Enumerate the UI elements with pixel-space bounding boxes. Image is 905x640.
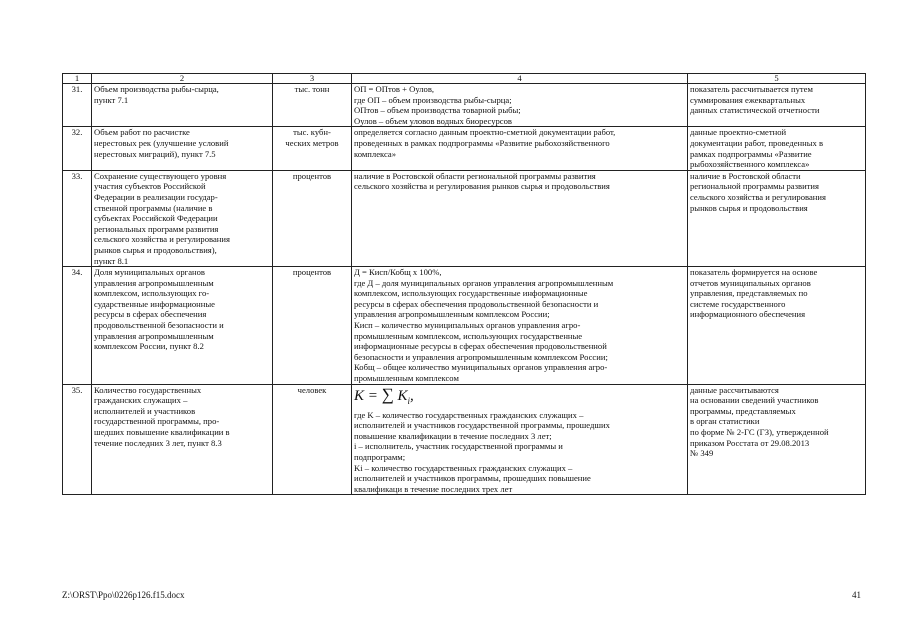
formula-equals: = [367,387,378,404]
data-source-line: на основании сведений участников [690,395,819,406]
indicator-name-line: продовольственной безопасности и [94,320,224,331]
indicator-name-line: рынков сырья и продовольствия), [94,244,217,255]
unit-of-measure-cell [273,127,352,170]
calculation-method-line: ОП = ОПтов + Оулов, [354,84,435,94]
calculation-method-line: Кисп – количество муниципальных органов управления агро- [354,320,581,331]
unit-of-measure-line: процентов [292,267,332,278]
indicator-name-line: шедших повышение квалификации в [94,427,230,437]
formula-term: K [397,387,408,404]
formula-subscript: i [407,395,411,406]
indicator-name-line: ресурсы в сферах обеспечения [94,309,207,320]
calculation-method-line: i – исполнитель, участник государственной программы и [354,441,563,452]
sum-symbol: ∑ [381,384,394,404]
calculation-method-line: безопасности и управления агропромышленным комплексом России; [354,351,608,362]
indicator-name-line: гражданских служащих – [94,395,188,406]
data-source-cell [688,84,866,127]
calculation-method-line: Кобщ – общее количество муниципальных органов управления агро- [354,362,608,373]
indicator-name-line: управления агропромышленным [94,330,214,341]
indicator-name-cell [92,84,273,127]
indicator-name-line: сударственные информационные [94,298,215,309]
indicator-name-line: пункт 7.1 [94,94,129,105]
indicator-name-cell [92,384,273,495]
row-number-cell: 32. [63,127,92,170]
row-number-cell: 33. [63,170,92,266]
calculation-method-line: определяется согласно данным проектно-сметной документации работ, [354,127,616,138]
formula-tail: , [410,387,414,404]
calculation-method-cell [352,84,688,127]
data-source-line: наличие в Ростовской области [690,170,801,181]
calculation-method-line: подпрограмм; [354,452,406,462]
calculation-method-line: повышение квалификации в течение последних 3 лет; [354,430,552,441]
calculation-method-line: управления агропромышленным комплексом России; [354,309,550,320]
calculation-method-line: где Д – доля муниципальных органов управления агропромышленным [354,277,614,288]
calculation-method-line: промышленным комплексом, использующих государственные [354,330,583,341]
indicator-name-cell [92,170,273,266]
indicator-name-line: ственной программы (наличие в [94,202,213,213]
calculation-method-line: ОПтов – объем производства товарной рыбы; [354,105,521,116]
data-source-line: управления, представляемых по [690,288,808,299]
calculation-method-line: Д = Кисп/Кобщ х 100%, [354,267,442,278]
calculation-method-line: промышленным комплексом [354,373,459,384]
table-row [63,127,866,170]
unit-of-measure-line: тыс. тонн [294,84,330,94]
row-number-cell: 31. [63,84,92,127]
data-source-line: региональной программы развития [690,181,819,192]
table-row [63,384,866,495]
sum-formula [354,385,685,410]
indicator-name-line: нерестовых рек (улучшение условий [94,137,229,148]
header-cell: 1 [63,74,92,84]
calculation-method-line: исполнителей и участников государственной программы, прошедших [354,420,610,431]
indicator-name-line: сельского хозяйства и регулирования [94,234,230,245]
data-source-line: в орган статистики [690,416,760,427]
indicators-table [62,73,866,495]
calculation-method-line: Ki – количество государственных гражданских служащих – [354,462,573,473]
unit-of-measure-cell [273,170,352,266]
data-source-cell [688,170,866,266]
calculation-method-line: комплексом, использующих государственные информационные [354,288,588,299]
calculation-method-line: сельского хозяйства и регулирования рынков сырья и продовольствия [354,181,610,192]
indicator-name-line: Доля муниципальных органов [94,267,205,278]
header-cell: 3 [273,74,352,84]
calculation-method-line: проведенных в рамках подпрограммы «Развитие рыбохозяйственного [354,137,610,148]
data-source-line: программы, представляемых [690,405,796,416]
footer-file-path: Z:\ORST\Ppo\0226p126.f15.docx [62,590,185,600]
indicator-name-line: региональных программ развития [94,223,219,234]
unit-of-measure-line: тыс. кубн- [293,127,331,138]
unit-of-measure-line: процентов [292,170,332,181]
indicator-name-line: участия субъектов Российской [94,181,206,192]
unit-of-measure-cell [273,267,352,385]
data-source-cell [688,127,866,170]
calculation-method-line: комплекса» [354,148,397,159]
data-source-cell [688,267,866,385]
indicator-name-line: Объем производства рыбы-сырца, [94,84,219,94]
header-cell: 4 [352,74,688,84]
table-row [63,84,866,127]
data-source-line: системе государственного [690,298,786,309]
row-number-cell: 34. [63,267,92,385]
data-source-line: рыбохозяйственного комплекса» [690,159,810,170]
header-cell: 2 [92,74,273,84]
indicator-name-line: государственной программы, про- [94,416,220,427]
calculation-method-line: исполнителей и участников программы, прошедших повышение [354,473,591,484]
data-source-line: № 349 [690,448,714,459]
data-source-line: данных статистической отчетности [690,105,820,116]
data-source-line: суммирования ежеквартальных [690,94,806,105]
indicator-name-line: комплексом России, пункт 8.2 [94,341,204,352]
data-source-line: информационного обеспечения [690,309,806,320]
indicator-name-line: исполнителей и участников [94,405,196,416]
indicator-name-line: Объем работ по расчистке [94,127,190,138]
table-header-row [63,74,866,84]
calculation-method-line: информационные ресурсы в сферах обеспечения продовольственной [354,341,607,352]
indicator-name-cell [92,267,273,385]
indicator-name-line: комплексом, использующих го- [94,288,210,299]
unit-of-measure-line: ческих метров [285,137,339,148]
formula-lhs: K [354,387,365,404]
calculation-method-line: наличие в Ростовской области региональной программы развития [354,170,596,181]
calculation-method-line: квалификаци в течение последних трех лет [354,483,513,494]
indicator-name-line: Количество государственных [94,384,202,395]
data-source-line: сельского хозяйства и регулирования [690,191,826,202]
calculation-method-line: где ОП – объем производства рыбы-сырца; [354,94,512,105]
calculation-method-line: Оулов – объем уловов водных биоресурсов [354,115,512,126]
data-source-line: данные проектно-сметной [690,127,787,138]
unit-of-measure-cell [273,84,352,127]
indicator-name-line: нерестовых миграций), пункт 7.5 [94,148,216,159]
table-row [63,267,866,385]
indicator-name-cell [92,127,273,170]
data-source-line: данные рассчитываются [690,384,779,395]
calculation-method-cell [352,384,688,495]
data-source-line: рынков сырья и продовольствия [690,202,808,213]
page-number: 41 [852,590,861,600]
header-cell: 5 [688,74,866,84]
calculation-method-line: ресурсы в сферах обеспечения продовольственной безопасности и [354,298,599,309]
indicator-name-line: течение последних 3 лет, пункт 8.3 [94,437,222,448]
calculation-method-cell [352,267,688,385]
indicator-name-line: пункт 8.1 [94,255,129,266]
data-source-line: документации работ, проведенных в [690,137,824,148]
indicator-name-line: Федерации в реализации государ- [94,191,218,202]
indicator-name-line: Сохранение существующего уровня [94,170,227,181]
indicator-name-line: управления агропромышленным [94,277,214,288]
unit-of-measure-line: человек [297,384,327,395]
unit-of-measure-cell [273,384,352,495]
calculation-method-cell [352,127,688,170]
indicator-name-line: субъектах Российской Федерации [94,213,218,224]
data-source-line: по форме № 2-ГС (ГЗ), утвержденной [690,427,829,437]
data-source-cell [688,384,866,495]
data-source-line: показатель рассчитывается путем [690,84,813,94]
row-number-cell: 35. [63,384,92,495]
data-source-line: показатель формируется на основе [690,267,818,278]
data-source-line: отчетов муниципальных органов [690,277,811,288]
data-source-line: рамках подпрограммы «Развитие [690,148,812,159]
calculation-method-cell [352,170,688,266]
calculation-method-line: где K – количество государственных гражданских служащих – [354,409,584,420]
data-source-line: приказом Росстата от 29.08.2013 [690,437,810,448]
table-row [63,170,866,266]
